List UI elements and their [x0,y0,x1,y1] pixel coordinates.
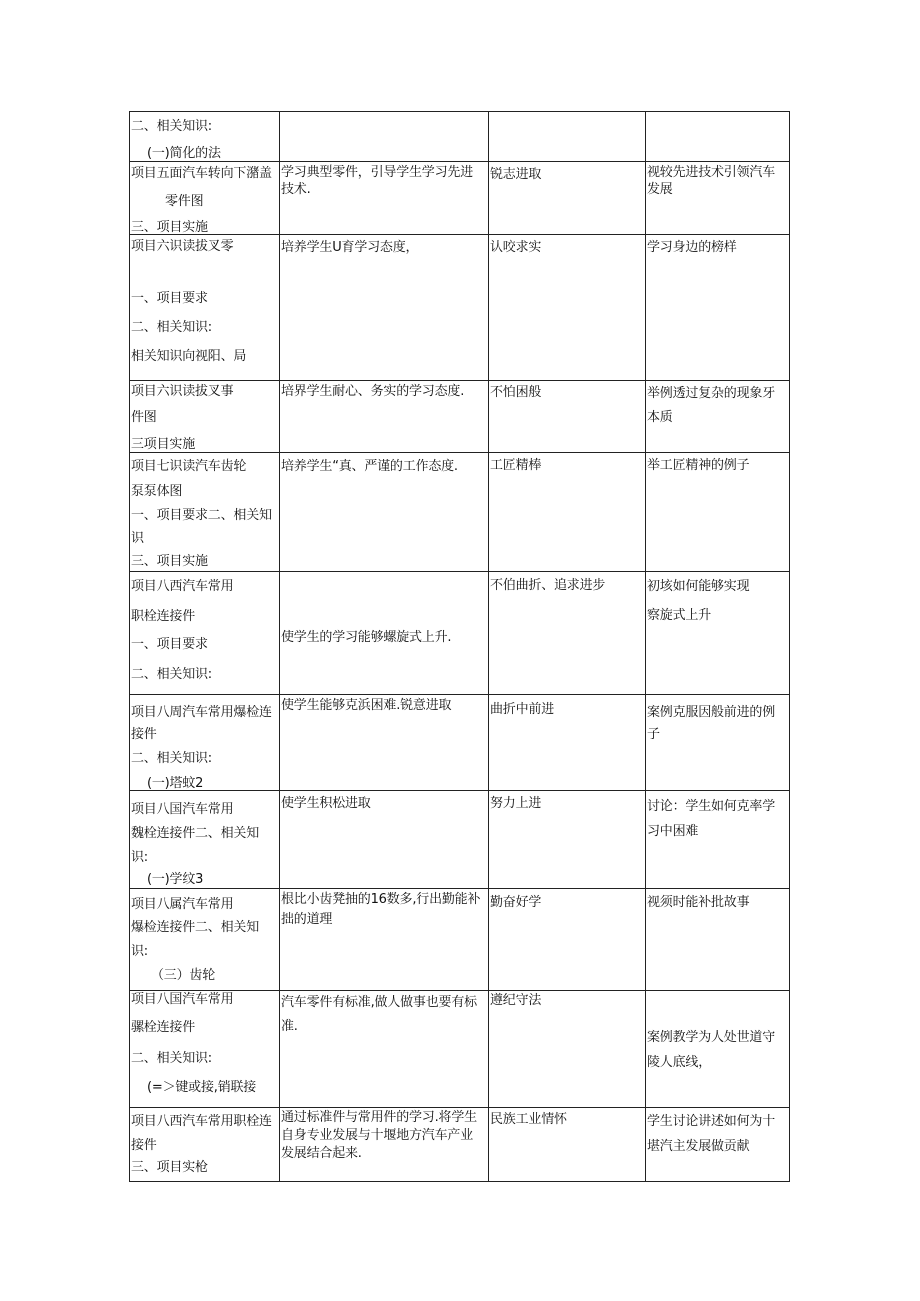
objective-cell-line: 培养学生“真、严谨的工作态度. [281,459,458,474]
project-cell-line: 二、相关知识: [131,119,212,134]
project-cell-line: 接件 [131,727,157,742]
project-cell-line: 三、项目实枪 [131,1160,208,1175]
objective-cell-line: 培界学生耐心、务实的学习态度. [281,384,465,399]
value-cell: 工匠精棒 [490,458,542,473]
project-cell-line: 识: [131,850,148,865]
table-border [129,111,790,112]
project-cell-line: 零件图 [165,194,204,209]
objective-cell-line: 根比小齿凳抽的16数多,行出勤能补 [281,892,481,907]
method-cell-line: 发展 [647,182,673,197]
method-cell-line: 学习身边的榜样 [647,240,737,255]
value-cell: 不怕困般 [490,385,542,400]
project-cell-line: 项目八西汽车常用职栓连 [131,1114,272,1129]
project-cell-line: 泵泵体图 [131,484,183,499]
method-cell-line: 本质 [647,410,673,425]
project-cell-line: 项目八周汽车常用爆检连 [131,705,272,720]
objective-cell-line: 发展结合起来. [281,1146,362,1161]
method-cell-line: 堪汽主发展做贡献 [647,1139,750,1154]
project-cell-line: 一、项目要求 [131,637,208,652]
objective-cell-line: 技术. [281,182,311,197]
value-cell: 锐志进取 [490,167,542,182]
method-cell-line: 察旋式上升 [647,608,712,623]
project-cell-line: 三项目实施 [131,437,196,451]
method-cell-line: 案例克服因般前进的例 [647,705,776,720]
project-cell-line: 识: [131,944,148,959]
value-cell: 曲折中前进 [490,702,555,717]
project-cell-line: 爆检连接件二、相关知 [131,920,260,935]
project-cell-line: 二、相关知识: [131,1051,212,1066]
method-cell-line: 初垓如何能够实现 [647,579,750,594]
project-cell-line: 项目七识读汽车齿轮 [131,459,247,474]
project-cell-line: (一)塔蚊2 [147,776,204,791]
project-cell-line: 一、项目要求 [131,291,208,306]
objective-cell-line: 使学生的学习能够螺旋式上升. [281,630,452,645]
row-divider [129,380,790,381]
table-border [129,1181,790,1182]
project-cell-line: 骡栓连接件 [131,1020,196,1035]
row-divider [129,888,790,889]
value-cell: 努力上进 [490,796,542,811]
row-divider [129,1107,790,1108]
value-cell: 民族工业情怀 [490,1112,567,1127]
project-cell-line: 件图 [131,410,157,425]
objective-cell-line: 学习典型零件，引导学生学习先进 [281,165,474,180]
method-cell-line: 案例教学为人处世道守 [647,1030,776,1045]
project-cell-line: (一)学纹3 [147,872,204,887]
project-cell-line: 项目八国汽车常用 [131,802,234,817]
value-cell: 认咬求实 [490,240,542,255]
column-divider [645,111,646,1182]
objective-cell-line: 汽车零件有标准,做人做事也要有标 [281,995,477,1010]
project-cell-line: 二、相关知识: [131,320,212,335]
project-cell-line: 二、相关知识: [131,667,212,682]
project-cell-line: 项目八西汽车常用 [131,579,234,594]
project-cell-line: 职栓连接件 [131,609,196,624]
project-cell-line: 三、项目实施 [131,220,208,235]
method-cell-line: 讨论：学生如何克率学 [647,799,776,814]
project-cell-line: (=＞键或接,销联接 [147,1080,257,1095]
row-divider [129,234,790,235]
method-cell-line: 举工匠精神的例子 [647,458,750,473]
project-cell-line: 项目六识读拔叉零 [131,239,234,254]
row-divider [129,694,790,695]
project-cell-line: 接件 [131,1138,157,1153]
objective-cell-line: 使学生能够克浜困难.锐意进取 [281,698,452,713]
project-cell-line: 二、相关知识: [131,751,212,766]
project-cell-line: 项目八国汽车常用 [131,992,234,1007]
objective-cell-line: 拙的道理 [281,912,333,927]
project-cell-line: 项目五面汽车转向下潴盖 [131,166,272,181]
column-divider [488,111,489,1182]
value-cell: 勤奋好学 [490,895,542,910]
value-cell: 不伯曲折、追求进步 [490,578,606,593]
course-table [129,111,790,1182]
row-divider [129,452,790,453]
row-divider [129,161,790,162]
method-cell-line: 学生讨论讲述如何为十 [647,1114,776,1129]
project-cell-line: (一)简化的法 [147,146,221,161]
row-divider [129,790,790,791]
objective-cell-line: 准. [281,1019,298,1034]
objective-cell-line: 培养学生U育学习态度， [281,240,419,255]
table-border [129,111,130,1182]
project-cell-line: （三）齿轮 [151,968,216,983]
method-cell-line: 视须时能补批故事 [647,895,750,910]
project-cell-line: 三、项目实施 [131,554,208,569]
project-cell-line: 项目八属汽车常用 [131,897,234,912]
table-border [789,111,790,1182]
method-cell-line: 视较先进技术引领汽车 [647,165,776,180]
objective-cell-line: 使学生积松进取 [281,796,371,811]
value-cell: 遵纪守法 [490,993,542,1008]
objective-cell-line: 通过标准件与常用件的学习.将学生 [281,1110,477,1125]
column-divider [279,111,280,1182]
method-cell-line: 子 [647,727,660,742]
project-cell-line: 识 [131,531,144,546]
objective-cell-line: 自身专业发展与十堰地方汽车产业 [281,1128,474,1143]
project-cell-line: 项目六识读拔叉事 [131,384,234,399]
row-divider [129,571,790,572]
method-cell-line: 习中困难 [647,824,699,839]
project-cell-line: 魏栓连接件二、相关知 [131,826,260,841]
project-cell-line: 相关知识向视阳、局 [131,349,247,364]
method-cell-line: 陵人底线， [647,1055,712,1070]
project-cell-line: 一、项目要求二、相关知 [131,508,272,523]
method-cell-line: 举例透过复杂的现象牙 [647,386,776,401]
